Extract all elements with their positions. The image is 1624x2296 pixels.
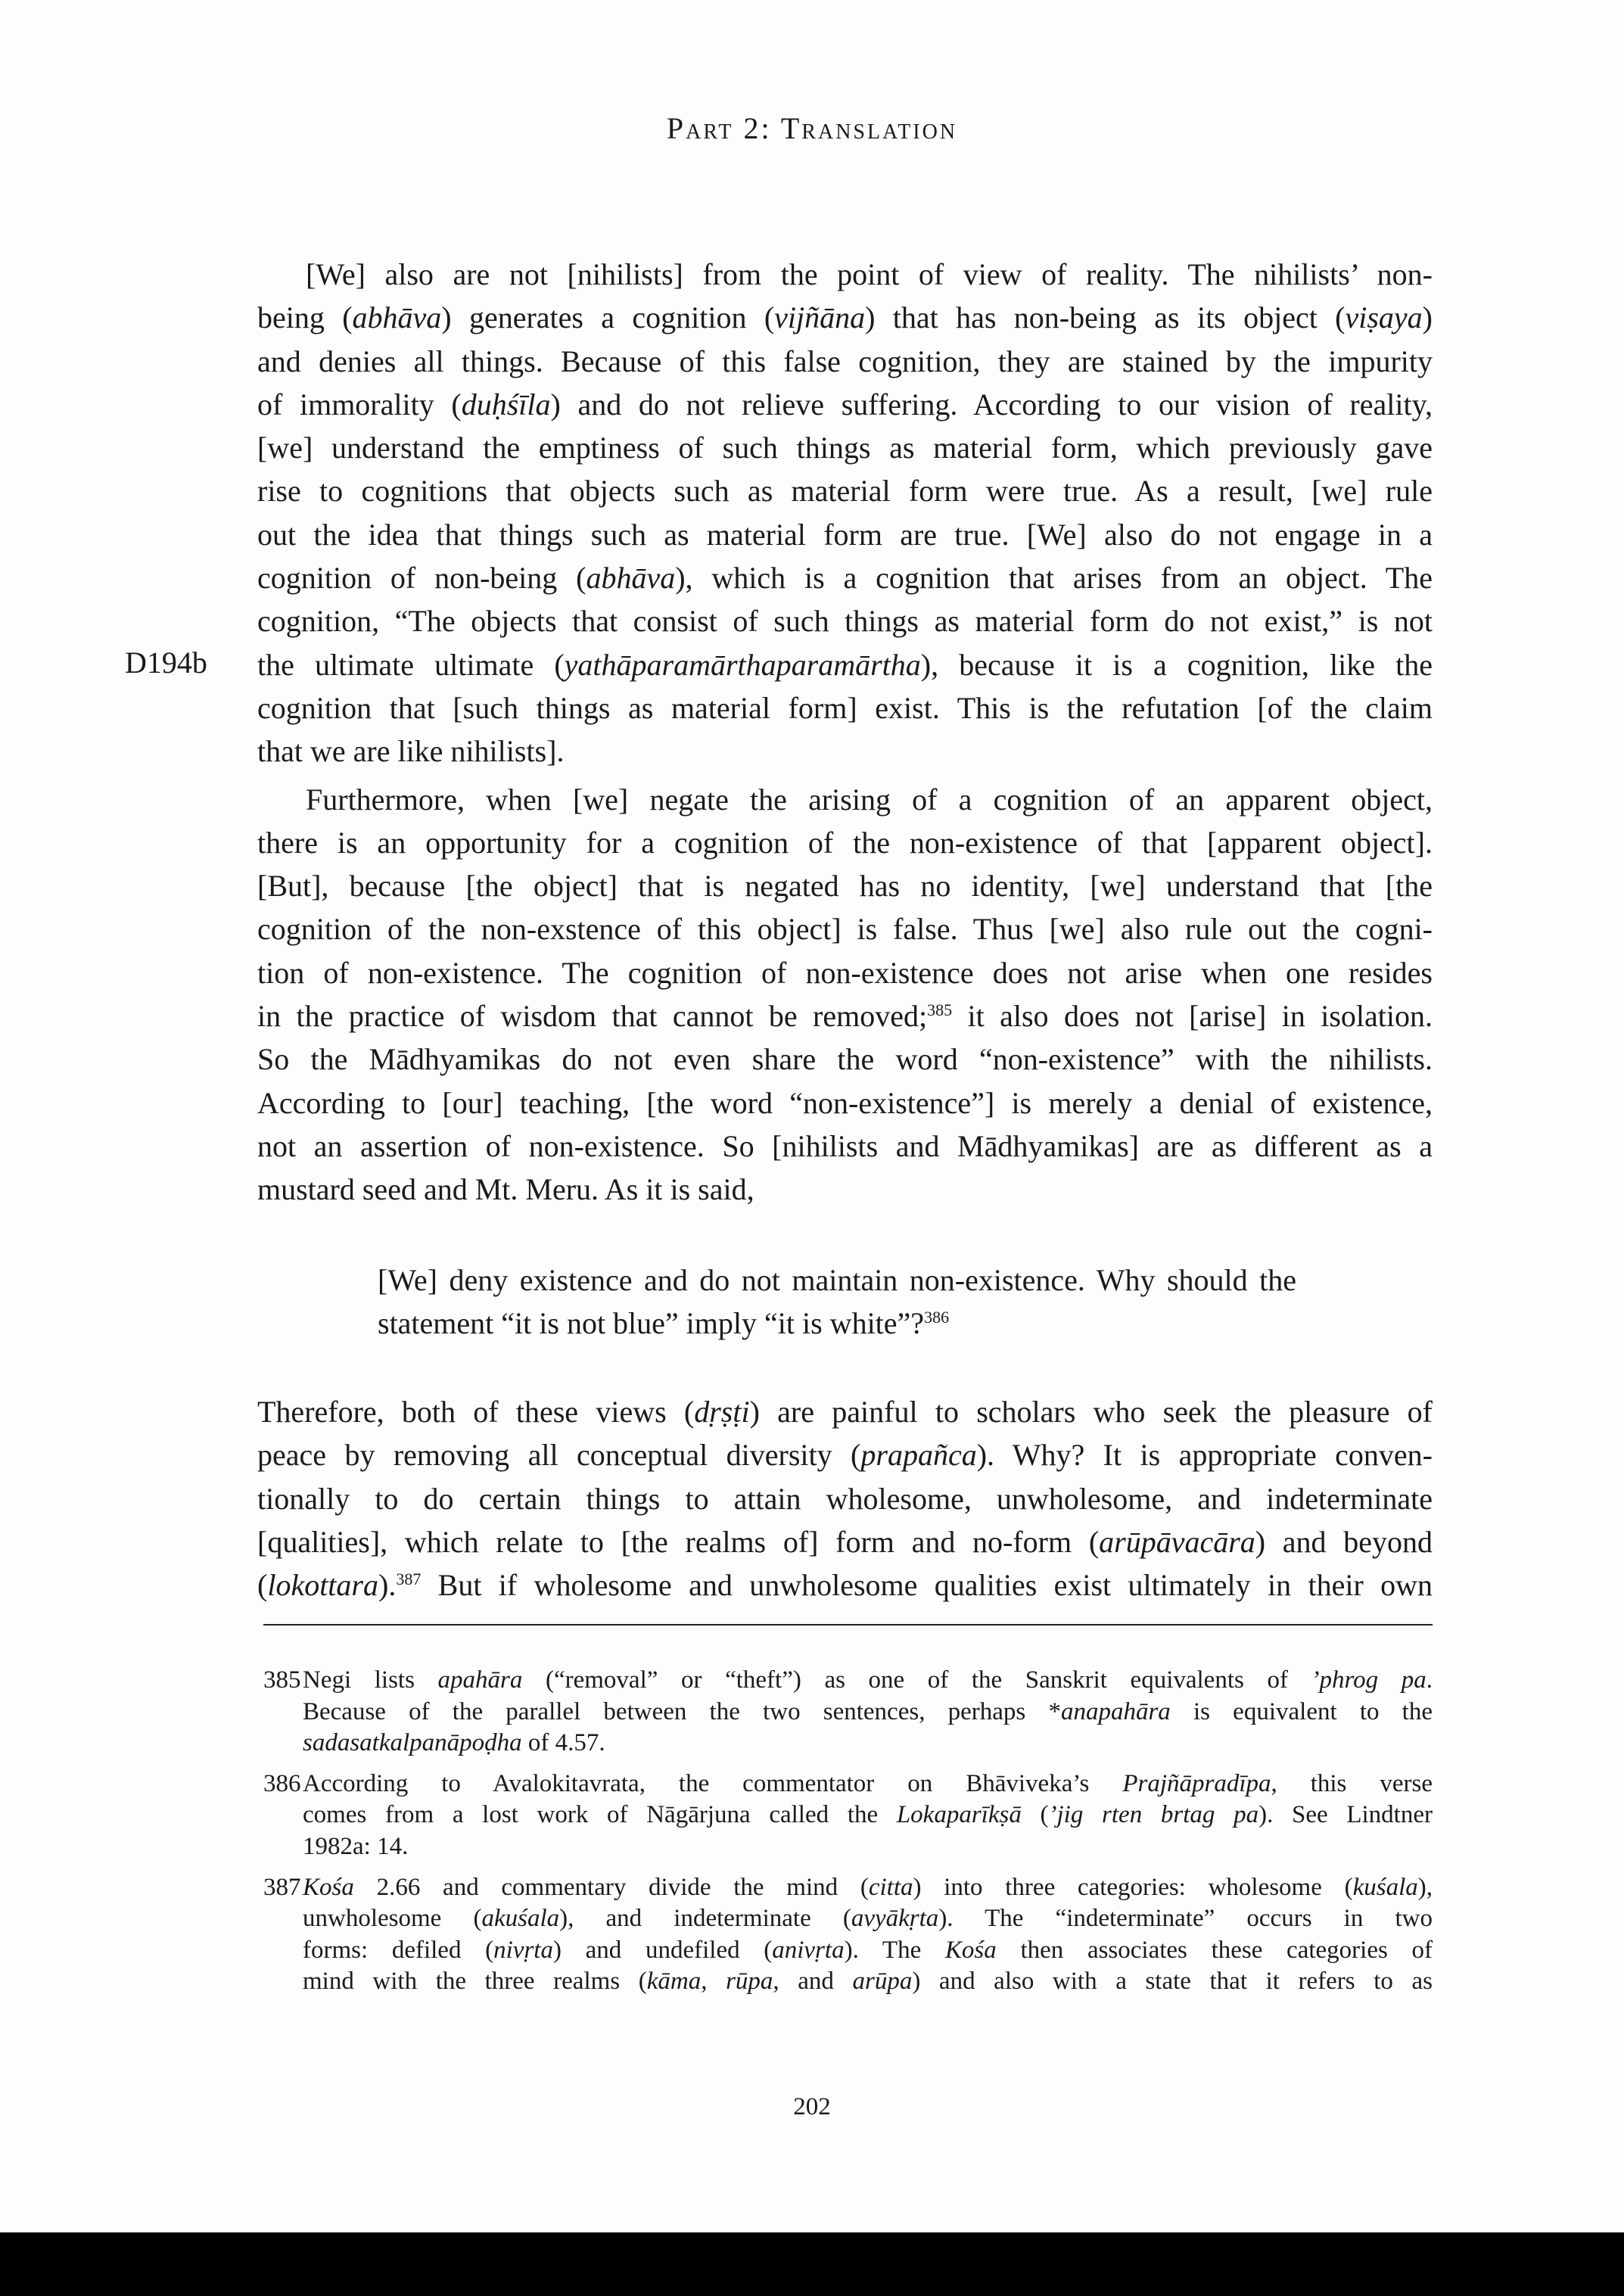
text-run: ) that has non-being as its object ( <box>865 300 1346 335</box>
text-run: tionally to do certain things to attain wholesome, unwholesome, and indeterminate <box>257 1481 1433 1516</box>
text-run: [But], because [the object] that is negated has no identity, [we] understand that [the <box>257 869 1433 904</box>
italic-term: akuśala <box>481 1905 560 1933</box>
text-line <box>257 1125 1433 1168</box>
footnote-text <box>303 1872 1433 1998</box>
italic-term: abhāva <box>586 561 676 596</box>
italic-term: nivṛta <box>493 1936 553 1964</box>
text-run: and denies all things. Because of this false cognition, they are stained by the impurity <box>257 344 1433 378</box>
text-run: ) <box>1422 300 1433 335</box>
footnote-number: 385 <box>263 1666 301 1694</box>
text-run: ). The <box>844 1936 945 1964</box>
text-line <box>257 426 1433 469</box>
text-run: that we are like nihilists]. <box>257 734 565 769</box>
text-run: ) and beyond <box>1255 1525 1433 1560</box>
text-line <box>378 1302 1296 1345</box>
text-run: there is an opportunity for a cognition of the non-existence of that [apparent object]. <box>257 825 1433 860</box>
scan-edge-shadow <box>0 2232 1624 2296</box>
italic-term: viṣaya <box>1345 300 1423 335</box>
footnotes <box>263 1665 1433 2007</box>
text-line <box>257 1168 1433 1211</box>
text-run: , and <box>773 1968 853 1996</box>
text-run: ) and do not relieve suffering. According to our vision of reality, <box>550 387 1433 422</box>
text-run: [we] understand the emptiness of such things as material form, which previously gave <box>257 431 1433 465</box>
paragraph <box>257 1390 1433 1607</box>
text-line <box>257 778 1433 821</box>
italic-term: ’phrog pa <box>1311 1666 1426 1694</box>
text-line <box>378 1258 1296 1302</box>
text-run: 2.66 and commentary divide the mind ( <box>353 1873 869 1901</box>
text-run: mind with the three realms ( <box>303 1968 647 1996</box>
text-run: ). Why? It is appropriate conven- <box>976 1438 1433 1473</box>
text-line <box>303 1966 1433 1998</box>
text-line <box>257 513 1433 556</box>
text-run: cognition, “The objects that consist of such things as material form do not exist,” is not <box>257 604 1433 639</box>
text-line <box>303 1872 1433 1904</box>
text-line <box>303 1800 1433 1831</box>
margin-page-reference: D194b <box>125 646 207 680</box>
italic-term: ’jig rten brtag pa <box>1048 1801 1259 1829</box>
italic-term: Prajñāpradīpa <box>1122 1769 1271 1797</box>
italic-term: yathāparamārthaparamārtha <box>564 647 921 682</box>
text-line <box>257 951 1433 994</box>
text-run: Because of the parallel between the two sentences, perhaps * <box>303 1697 1061 1725</box>
footnote <box>263 1769 1433 1863</box>
page-number: 202 <box>793 2093 831 2120</box>
text-line <box>303 1903 1433 1935</box>
footnote <box>263 1665 1433 1759</box>
footnote-text <box>303 1665 1433 1759</box>
text-line <box>257 643 1433 686</box>
text-run: Negi lists <box>303 1666 438 1694</box>
text-line <box>257 730 1433 773</box>
text-line <box>257 599 1433 642</box>
text-run: of immorality ( <box>257 387 462 422</box>
text-line <box>303 1935 1433 1967</box>
text-run: ( <box>1021 1801 1049 1829</box>
main-text <box>257 253 1433 1607</box>
text-run: cognition of non-being ( <box>257 561 586 596</box>
footnote-text <box>303 1769 1433 1863</box>
text-line <box>257 340 1433 383</box>
text-line <box>303 1728 1433 1759</box>
text-run: [We] deny existence and do not maintain non-existence. Why should the <box>378 1262 1296 1297</box>
text-line <box>303 1831 1433 1863</box>
text-run: , <box>701 1968 726 1996</box>
paragraph <box>257 253 1433 773</box>
text-line <box>257 1081 1433 1125</box>
text-line <box>257 864 1433 907</box>
text-line <box>303 1697 1433 1728</box>
text-run: tion of non-existence. The cognition of non-existence does not arise when one resides <box>257 955 1433 990</box>
italic-term: anapahāra <box>1060 1697 1171 1725</box>
text-run: . <box>1426 1666 1433 1694</box>
text-run: ), because it is a cognition, like the <box>920 647 1433 682</box>
text-line <box>257 469 1433 512</box>
text-line <box>257 907 1433 950</box>
italic-term: dṛṣṭi <box>694 1395 750 1430</box>
text-run: [qualities], which relate to [the realms of] form and no-form ( <box>257 1525 1100 1560</box>
text-run: then associates these categories of <box>996 1936 1433 1964</box>
text-run: ) and also with a state that it refers to as <box>912 1968 1433 1996</box>
footnote <box>263 1872 1433 1998</box>
text-line <box>257 994 1433 1038</box>
text-line <box>257 556 1433 599</box>
text-line <box>257 1433 1433 1476</box>
italic-term: kāma <box>646 1968 702 1996</box>
italic-term: arūpāvacāra <box>1099 1525 1255 1560</box>
italic-term: vijñāna <box>774 300 866 335</box>
text-line <box>257 253 1433 296</box>
italic-term: rūpa <box>726 1968 773 1996</box>
text-run: being ( <box>257 300 353 335</box>
italic-term: apahāra <box>437 1666 523 1694</box>
text-run: Therefore, both of these views ( <box>257 1395 695 1430</box>
italic-term: Kośa <box>303 1873 354 1901</box>
text-run: ) are painful to scholars who seek the pleasure of <box>749 1395 1433 1430</box>
footnote-ref: 386 <box>924 1307 950 1327</box>
italic-term: anivṛta <box>772 1936 845 1964</box>
text-run: in the practice of wisdom that cannot be removed; <box>257 999 928 1034</box>
text-run: cognition of the non-exstence of this object] is false. Thus [we] also rule out the cogni- <box>257 912 1433 947</box>
text-run: mustard seed and Mt. Meru. As it is said, <box>257 1172 754 1207</box>
text-run: ) into three categories: wholesome ( <box>913 1873 1353 1901</box>
text-line <box>257 1038 1433 1081</box>
text-run: ), and indeterminate ( <box>559 1905 851 1933</box>
text-run: ), <box>1417 1873 1433 1901</box>
text-run: ), which is a cognition that arises from an object. The <box>675 561 1433 596</box>
text-line <box>257 1390 1433 1433</box>
text-run: unwholesome ( <box>303 1905 482 1933</box>
text-run: statement “it is not blue” imply “it is white”? <box>378 1305 925 1340</box>
text-run: is equivalent to the <box>1170 1697 1433 1725</box>
italic-term: lokottara <box>267 1568 378 1603</box>
running-head: Part 2: Translation <box>666 111 958 145</box>
text-run: not an assertion of non-existence. So [nihilists and Mādhyamikas] are as different as a <box>257 1128 1433 1163</box>
footnote-divider <box>263 1624 1433 1626</box>
text-run: But if wholesome and unwholesome qualities exist ultimately in their own <box>421 1568 1433 1603</box>
text-run: it also does not [arise] in isolation. <box>952 999 1433 1034</box>
text-line <box>257 821 1433 864</box>
text-line <box>257 686 1433 730</box>
text-line <box>257 1563 1433 1607</box>
italic-term: avyākṛta <box>851 1905 939 1933</box>
text-run: rise to cognitions that objects such as material form were true. As a result, [we] rule <box>257 474 1433 509</box>
text-line <box>257 1520 1433 1563</box>
footnote-number: 386 <box>263 1769 301 1797</box>
italic-term: prapañca <box>860 1438 977 1473</box>
text-run: [We] also are not [nihilists] from the point of view of reality. The nihilists’ non- <box>306 257 1433 291</box>
text-run: , this verse <box>1271 1769 1433 1797</box>
text-run: comes from a lost work of Nāgārjuna called the <box>303 1801 897 1829</box>
footnote-ref: 385 <box>927 1000 953 1020</box>
text-run: ). <box>378 1568 397 1603</box>
text-line <box>303 1665 1433 1697</box>
italic-term: sadasatkalpanāpoḍha <box>303 1729 522 1757</box>
text-run: According to Avalokitavrata, the commentator on Bhāviveka’s <box>303 1769 1123 1797</box>
text-run: ) generates a cognition ( <box>441 300 775 335</box>
text-run: forms: defiled ( <box>303 1936 494 1964</box>
text-run: ). The “indeterminate” occurs in two <box>938 1905 1433 1933</box>
text-run: According to [our] teaching, [the word “non-existence”] is merely a denial of existence, <box>257 1085 1433 1120</box>
text-run: Furthermore, when [we] negate the arising of a cognition of an apparent object, <box>306 782 1433 817</box>
text-line <box>257 1477 1433 1520</box>
italic-term: arūpa <box>852 1968 913 1996</box>
text-run: peace by removing all conceptual diversity ( <box>257 1438 861 1473</box>
italic-term: Kośa <box>944 1936 997 1964</box>
text-run: ) and undefiled ( <box>552 1936 773 1964</box>
footnote-number: 387 <box>263 1873 301 1901</box>
text-run: ( <box>257 1568 268 1603</box>
italic-term: Lokaparīkṣā <box>896 1801 1022 1829</box>
text-run: out the idea that things such as material form are true. [We] also do not engage in a <box>257 517 1433 552</box>
italic-term: citta <box>868 1873 913 1901</box>
italic-term: kuśala <box>1352 1873 1418 1901</box>
text-line <box>257 383 1433 426</box>
text-run: the ultimate ultimate ( <box>257 647 565 682</box>
italic-term: abhāva <box>352 300 442 335</box>
text-line <box>303 1769 1433 1800</box>
text-run: So the Mādhyamikas do not even share the word “non-existence” with the nihilists. <box>257 1042 1433 1077</box>
text-run: ). See Lindtner <box>1258 1801 1433 1829</box>
text-run: cognition that [such things as material form] exist. This is the refutation [of the claim <box>257 690 1433 725</box>
footnote-ref: 387 <box>396 1570 422 1589</box>
block-quote <box>257 1258 1433 1346</box>
text-line <box>257 296 1433 339</box>
text-run: 1982a: 14. <box>303 1832 409 1860</box>
italic-term: duḥśīla <box>461 387 551 422</box>
text-run: of 4.57. <box>521 1729 605 1757</box>
paragraph <box>257 778 1433 1212</box>
text-run: (“removal” or “theft”) as one of the Sanskrit equivalents of <box>522 1666 1311 1694</box>
